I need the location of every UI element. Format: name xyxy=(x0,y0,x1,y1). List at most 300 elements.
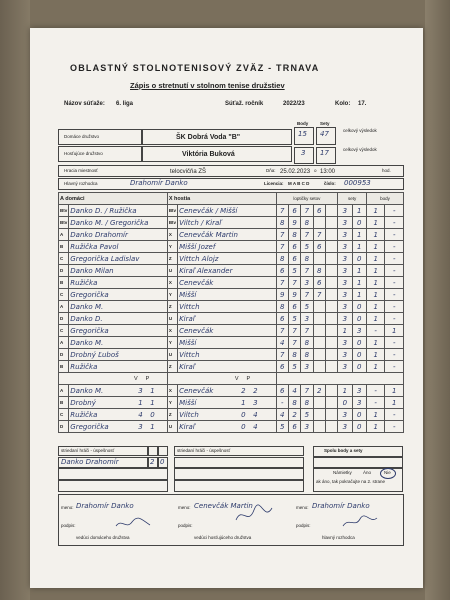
stats-header-rest xyxy=(276,373,403,385)
home-stats-wins: 3 xyxy=(138,386,143,395)
home-leader-name: Drahomír Danko xyxy=(76,502,134,510)
set-score xyxy=(313,409,325,421)
away-point: - xyxy=(385,229,404,241)
venue-label: Hracia miestnosť xyxy=(64,168,98,173)
home-player: Gregorička xyxy=(69,289,168,301)
home-point: 1 xyxy=(366,265,384,277)
away-point: - xyxy=(385,241,404,253)
away-player: Mišší xyxy=(178,289,277,301)
home-player: Ružička xyxy=(69,361,168,373)
set-score: 7 xyxy=(301,205,313,217)
home-point: 1 xyxy=(366,205,384,217)
home-leader-name-label: meno: xyxy=(61,505,74,510)
set-score: 6 xyxy=(313,277,325,289)
away-column-header: X hostia xyxy=(167,193,276,205)
license-kind: M A B C D xyxy=(288,181,310,186)
home-subs-p-cell xyxy=(158,446,168,456)
away-player: Cenevčák xyxy=(178,325,277,337)
home-team-label: Domáce družstvo xyxy=(64,134,100,139)
home-point: - xyxy=(366,325,384,337)
home-stats-wins: 4 xyxy=(138,410,143,419)
away-point: - xyxy=(385,421,404,433)
objections-no: Nie xyxy=(384,470,391,475)
match-row xyxy=(59,313,404,325)
home-leader-signature xyxy=(114,516,154,530)
sheet-title: OBLASTNÝ STOLNOTENISOVÝ ZVÄZ - TRNAVA xyxy=(70,63,320,73)
match-row xyxy=(59,337,404,349)
away-point: - xyxy=(385,361,404,373)
set-score: 8 xyxy=(301,397,313,409)
home-point: 1 xyxy=(366,253,384,265)
away-result-label: celkový výsledok xyxy=(343,147,377,152)
away-letter: Z xyxy=(167,409,177,421)
time-label: o xyxy=(314,168,317,173)
home-stats-wins: 3 xyxy=(138,422,143,431)
away-sets: 0 xyxy=(352,409,366,421)
match-row xyxy=(59,325,404,337)
away-leader-name-label: meno: xyxy=(178,505,191,510)
away-sets: 0 xyxy=(352,217,366,229)
set-score: 6 xyxy=(288,205,300,217)
away-stats-player: Cenevčák xyxy=(179,386,214,395)
home-stats-player: Ružička xyxy=(70,410,98,419)
set-score: 7 xyxy=(276,277,288,289)
match-row xyxy=(59,241,404,253)
match-row xyxy=(59,217,404,229)
home-slot: A xyxy=(59,337,69,349)
home-player: Ružička xyxy=(69,277,168,289)
background-right xyxy=(425,0,450,600)
set-score: 7 xyxy=(276,325,288,337)
hour-label: hod. xyxy=(382,168,391,173)
away-point: 1 xyxy=(385,385,404,397)
set-score: 8 xyxy=(313,265,325,277)
home-sub-wins: 2 xyxy=(150,458,155,466)
background-left xyxy=(0,0,30,600)
away-player: Cenevčák xyxy=(178,277,277,289)
set-score xyxy=(313,337,325,349)
home-stats-player: Gregorička xyxy=(70,422,109,431)
home-sets: 3 xyxy=(338,289,352,301)
set-score: 5 xyxy=(276,421,288,433)
home-slot: A xyxy=(59,301,69,313)
away-sub-empty-2 xyxy=(174,480,304,492)
set-score xyxy=(325,349,337,361)
set-score: 3 xyxy=(301,277,313,289)
set-score: 5 xyxy=(288,361,300,373)
home-stats-cell xyxy=(69,385,168,397)
points-header: Body xyxy=(297,121,309,126)
set-score: 5 xyxy=(301,409,313,421)
objections-continue: ak áno, tak pokračujte na 2. strane xyxy=(316,479,386,484)
away-slot: Y xyxy=(167,289,177,301)
away-player: Kiraľ Alexander xyxy=(178,265,277,277)
home-column-header: A domáci xyxy=(59,193,168,205)
set-score: 9 xyxy=(288,289,300,301)
set-score xyxy=(313,421,325,433)
away-player: Kiraľ xyxy=(178,361,277,373)
home-player: Danko M. xyxy=(69,301,168,313)
home-point: 1 xyxy=(366,313,384,325)
home-slot: D xyxy=(59,313,69,325)
home-point: 1 xyxy=(366,337,384,349)
set-score: 5 xyxy=(288,265,300,277)
license-label: Licencia: xyxy=(264,181,284,186)
referee-signature xyxy=(340,514,380,530)
away-subs-label: striedaní hráči - úspešnosť xyxy=(177,448,231,453)
stats-v-header: V xyxy=(134,375,138,382)
away-player: Mišší xyxy=(178,337,277,349)
date-label: Dňa: xyxy=(266,168,276,173)
league-label: Názov súťaže: xyxy=(64,101,105,107)
home-sets: 3 xyxy=(338,253,352,265)
home-sets: 3 xyxy=(338,337,352,349)
away-player: Cenevčák Martin xyxy=(178,229,277,241)
sheet-subtitle: Zápis o stretnutí v stolnom tenise družstiev xyxy=(130,81,285,90)
set-score xyxy=(325,385,337,397)
away-stats-cell xyxy=(178,409,277,421)
set-score: 7 xyxy=(301,265,313,277)
points-column-header: body xyxy=(366,193,403,205)
away-sets: 3 xyxy=(352,325,366,337)
set-score xyxy=(325,421,337,433)
league-value: 6. liga xyxy=(116,101,134,107)
home-slot: C xyxy=(59,289,69,301)
away-point: - xyxy=(385,205,404,217)
home-point: 1 xyxy=(366,217,384,229)
away-sets: 0 xyxy=(352,253,366,265)
away-slot: Btv xyxy=(167,205,177,217)
away-slot: Z xyxy=(167,253,177,265)
set-score: 6 xyxy=(276,361,288,373)
away-player: Vittch Alojz xyxy=(178,253,277,265)
referee-name: Drahomír Danko xyxy=(130,179,188,187)
set-score: 6 xyxy=(313,205,325,217)
home-point: 1 xyxy=(366,229,384,241)
set-score: 8 xyxy=(276,217,288,229)
away-sets: 0 xyxy=(352,313,366,325)
home-stats-player: Danko M. xyxy=(70,386,104,395)
home-sets: 3 xyxy=(338,229,352,241)
home-sets: 3 xyxy=(338,349,352,361)
away-stats-player: Mišší xyxy=(179,398,197,407)
home-sub-empty-1 xyxy=(58,468,168,480)
set-score: 8 xyxy=(288,229,300,241)
set-score: 5 xyxy=(288,313,300,325)
set-score: 8 xyxy=(276,301,288,313)
set-score: 7 xyxy=(288,337,300,349)
home-letter: C xyxy=(59,409,69,421)
away-player: Vittch xyxy=(178,301,277,313)
home-sub-empty-2 xyxy=(58,480,168,492)
referee-sign-label: podpis: xyxy=(296,523,311,528)
set-score: 7 xyxy=(276,349,288,361)
away-sets: 3 xyxy=(352,397,366,409)
home-slot: D xyxy=(59,349,69,361)
set-score: 7 xyxy=(301,385,313,397)
away-sets: 0 xyxy=(352,421,366,433)
set-score: 6 xyxy=(288,253,300,265)
away-slot: U xyxy=(167,265,177,277)
match-row xyxy=(59,265,404,277)
set-score xyxy=(325,313,337,325)
set-score: 6 xyxy=(276,385,288,397)
set-score xyxy=(325,229,337,241)
set-score xyxy=(325,337,337,349)
set-score xyxy=(325,253,337,265)
set-score: 3 xyxy=(301,313,313,325)
set-score: 8 xyxy=(301,337,313,349)
referee-sign-name-label: meno: xyxy=(296,505,309,510)
away-player: Kiraľ xyxy=(178,313,277,325)
away-slot: X xyxy=(167,325,177,337)
home-player: Danko Drahomír xyxy=(69,229,168,241)
away-leader-sign-label: podpis: xyxy=(178,523,193,528)
set-score: 8 xyxy=(288,349,300,361)
home-point: 1 xyxy=(366,409,384,421)
home-team-name: ŠK Dobrá Voda "B" xyxy=(176,134,241,141)
set-score: 6 xyxy=(276,313,288,325)
away-sets: 1 xyxy=(352,289,366,301)
score-sheet xyxy=(30,28,423,588)
home-player: Danko Milan xyxy=(69,265,168,277)
away-slot: U xyxy=(167,349,177,361)
set-score: 8 xyxy=(288,397,300,409)
license-number: 000953 xyxy=(344,179,371,187)
home-points: 15 xyxy=(298,130,307,138)
set-score: 7 xyxy=(276,229,288,241)
match-row xyxy=(59,277,404,289)
away-stats-losses: 4 xyxy=(253,422,258,431)
home-stats-cell xyxy=(69,409,168,421)
away-stats-wins: 1 xyxy=(241,398,246,407)
set-score: 7 xyxy=(288,325,300,337)
stats-header-home xyxy=(59,373,168,385)
set-score xyxy=(325,217,337,229)
sets-header: Sety xyxy=(320,121,330,126)
away-sets: 0 xyxy=(352,361,366,373)
set-score: 7 xyxy=(301,289,313,301)
home-point: - xyxy=(366,385,384,397)
home-sets: 3 xyxy=(338,421,352,433)
away-stats-losses: 4 xyxy=(253,410,258,419)
away-leader-name: Cenevčák Martin xyxy=(194,502,253,510)
set-score xyxy=(313,301,325,313)
home-sub-name: Danko Drahomír xyxy=(61,458,119,466)
away-player: Vittch xyxy=(178,349,277,361)
home-leader-sign-label: podpis: xyxy=(61,523,76,528)
set-score: - xyxy=(276,397,288,409)
objections-no-circle xyxy=(380,468,396,479)
away-slot: X xyxy=(167,277,177,289)
round-label: Kolo: xyxy=(335,101,351,107)
set-score xyxy=(325,277,337,289)
home-stats-losses: 1 xyxy=(150,386,155,395)
away-point: - xyxy=(385,217,404,229)
set-score: 8 xyxy=(276,253,288,265)
home-stats-wins: 1 xyxy=(138,398,143,407)
away-sets: 1 xyxy=(352,229,366,241)
home-stats-losses: 1 xyxy=(150,398,155,407)
stats-away-p-header: P xyxy=(246,375,251,382)
home-slot: B xyxy=(59,361,69,373)
partial-column-header: loptičky setov xyxy=(276,193,338,205)
sum-label: Spolu body a sety xyxy=(324,448,363,453)
away-point: - xyxy=(385,277,404,289)
away-stats-cell xyxy=(178,421,277,433)
away-slot: Z xyxy=(167,301,177,313)
home-player: Drobný Ľuboš xyxy=(69,349,168,361)
away-stats-player: Viltch xyxy=(179,410,199,419)
home-sets: 3 xyxy=(338,217,352,229)
season-value: 2022/23 xyxy=(283,101,305,107)
set-score: 7 xyxy=(288,277,300,289)
home-sets: 0 xyxy=(338,397,352,409)
home-slot: D xyxy=(59,265,69,277)
away-stats-wins: 2 xyxy=(241,386,246,395)
away-sets: 3 xyxy=(352,385,366,397)
home-result-label: celkový výsledok xyxy=(343,128,377,133)
away-leader-role: vedúci hosťujúceho družstva xyxy=(194,535,252,540)
match-row xyxy=(59,361,404,373)
set-score xyxy=(325,397,337,409)
match-table-header xyxy=(59,193,404,205)
set-score xyxy=(313,217,325,229)
home-slot: C xyxy=(59,325,69,337)
away-letter: U xyxy=(167,421,177,433)
away-letter: X xyxy=(167,385,177,397)
away-sub-empty-1 xyxy=(174,468,304,480)
set-score: 7 xyxy=(313,229,325,241)
venue-value: telocvičňa ZŠ xyxy=(170,169,207,175)
home-player: Danko M. / Gregorička xyxy=(69,217,168,229)
match-row xyxy=(59,229,404,241)
set-score: 4 xyxy=(288,385,300,397)
home-sets: 3 xyxy=(338,313,352,325)
set-score: 6 xyxy=(313,241,325,253)
set-score xyxy=(325,265,337,277)
away-leader-signature xyxy=(232,502,276,530)
venue-row xyxy=(58,165,404,177)
match-row xyxy=(59,289,404,301)
home-point: 1 xyxy=(366,241,384,253)
set-score: 2 xyxy=(288,409,300,421)
home-sets: 3 xyxy=(338,277,352,289)
home-point: 1 xyxy=(366,301,384,313)
home-point: - xyxy=(366,397,384,409)
home-point: 1 xyxy=(366,361,384,373)
home-subs-label: striedaní hráči - úspešnosť xyxy=(61,448,115,453)
away-point: - xyxy=(385,265,404,277)
home-slot: C xyxy=(59,253,69,265)
away-stats-cell xyxy=(178,385,277,397)
set-score: 3 xyxy=(301,421,313,433)
away-player: Mišší Jozef xyxy=(178,241,277,253)
home-player: Ružička Pavol xyxy=(69,241,168,253)
home-sets: 3 xyxy=(338,241,352,253)
home-stats-losses: 1 xyxy=(150,422,155,431)
home-letter: D xyxy=(59,421,69,433)
home-sets: 1 xyxy=(338,385,352,397)
home-stats-player: Drobný xyxy=(70,398,96,407)
home-slot: B xyxy=(59,241,69,253)
set-score: 5 xyxy=(301,301,313,313)
home-leader-role: vedúci domáceho družstva xyxy=(76,535,130,540)
home-sets: 3 xyxy=(338,205,352,217)
home-letter: B xyxy=(59,397,69,409)
away-point: 1 xyxy=(385,325,404,337)
sets-column-header: sety xyxy=(338,193,367,205)
set-score xyxy=(325,409,337,421)
away-point: - xyxy=(385,289,404,301)
away-point: - xyxy=(385,253,404,265)
set-score: 8 xyxy=(301,253,313,265)
set-score: 2 xyxy=(313,385,325,397)
home-player: Danko D. / Ružička xyxy=(69,205,168,217)
away-stats-wins: 0 xyxy=(241,422,246,431)
set-score xyxy=(313,361,325,373)
set-score: 6 xyxy=(276,265,288,277)
home-sets: 3 xyxy=(338,301,352,313)
match-table xyxy=(58,192,404,433)
away-sets: 1 xyxy=(352,241,366,253)
home-slot: Btv xyxy=(59,217,69,229)
away-sub-cell xyxy=(174,457,304,468)
set-score xyxy=(325,289,337,301)
set-score xyxy=(313,313,325,325)
away-slot: Z xyxy=(167,361,177,373)
away-slot: X xyxy=(167,229,177,241)
stats-header-row xyxy=(59,373,404,385)
set-score xyxy=(325,205,337,217)
set-score xyxy=(313,253,325,265)
away-point: - xyxy=(385,349,404,361)
home-point: 1 xyxy=(366,277,384,289)
home-stats-cell xyxy=(69,397,168,409)
home-stats-cell xyxy=(69,421,168,433)
date-value: 25.02.2023 xyxy=(280,169,311,175)
away-stats-losses: 2 xyxy=(253,386,258,395)
away-sets: 1 xyxy=(352,205,366,217)
set-score xyxy=(325,325,337,337)
set-score xyxy=(325,361,337,373)
set-score: 3 xyxy=(301,361,313,373)
match-row xyxy=(59,253,404,265)
away-point: - xyxy=(385,301,404,313)
away-sets: 0 xyxy=(352,301,366,313)
away-sets: 1 xyxy=(352,265,366,277)
away-stats-cell xyxy=(178,397,277,409)
set-score xyxy=(313,325,325,337)
set-score: 8 xyxy=(301,217,313,229)
away-team-name: Viktória Buková xyxy=(182,151,235,158)
set-score xyxy=(313,349,325,361)
license-number-label: číslo: xyxy=(324,181,336,186)
player-stats-row xyxy=(59,409,404,421)
home-sets: 3 xyxy=(338,265,352,277)
away-points: 3 xyxy=(301,149,306,157)
stats-away-v-header: V xyxy=(234,375,239,382)
set-score xyxy=(313,397,325,409)
home-sets: 1 xyxy=(338,325,352,337)
set-score: 7 xyxy=(276,205,288,217)
home-letter: A xyxy=(59,385,69,397)
round-value: 17. xyxy=(358,101,367,107)
stats-p-header: P xyxy=(145,375,150,382)
home-sub-losses: 0 xyxy=(160,458,165,466)
season-label: Súťaž. ročník xyxy=(225,101,264,107)
set-score: 5 xyxy=(301,241,313,253)
